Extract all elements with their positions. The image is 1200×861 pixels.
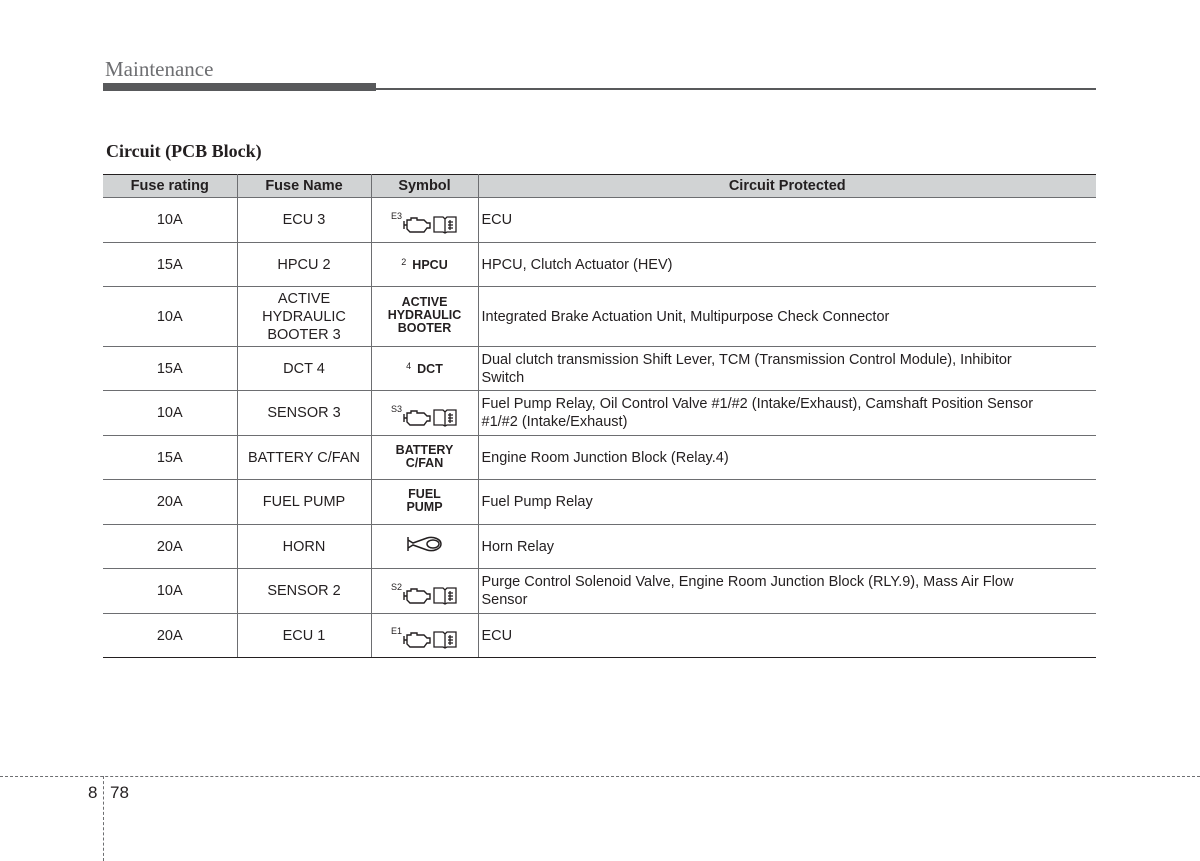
manual-book-icon: [432, 406, 458, 428]
symbol-text-line: BOOTER: [397, 321, 452, 335]
table-header-row: [103, 175, 1096, 198]
column-header-name: Fuse Name: [237, 175, 371, 198]
manual-book-icon: [432, 628, 458, 650]
fuse-name-line: ACTIVE: [277, 290, 331, 307]
symbol-label: S3: [390, 403, 402, 414]
engine-check-icon: [402, 406, 432, 428]
symbol-text: HPCU: [412, 257, 448, 272]
symbol-text-line: C/FAN: [405, 455, 444, 470]
fuse-name-line: HYDRAULIC: [262, 308, 346, 325]
fuse-name: BATTERY C/FAN: [237, 436, 371, 480]
column-header-rating: Fuse rating: [103, 175, 237, 198]
header-rule-thick: [103, 83, 376, 91]
fuse-table: [103, 174, 1096, 658]
table-row: [103, 287, 1096, 347]
fuse-rating: 15A: [103, 347, 237, 391]
circuit-line: Fuel Pump Relay, Oil Control Valve #1/#2 (Intake/Exhaust), Camshaft Position Sensor: [481, 396, 1034, 412]
column-header-circuit: Circuit Protected: [478, 175, 1096, 198]
symbol-label: E1: [390, 626, 402, 636]
circuit-line: #1/#2 (Intake/Exhaust): [481, 414, 628, 430]
fuse-name: DCT 4: [237, 347, 371, 391]
fuse-name-line: BOOTER 3: [267, 326, 341, 343]
footer-dashed-rule: [0, 776, 1200, 777]
fuse-symbol: [371, 480, 478, 525]
fuse-rating: 10A: [103, 198, 237, 243]
fuse-symbol: [371, 243, 478, 287]
engine-check-icon: [402, 628, 432, 650]
section-title: Circuit (PCB Block): [106, 141, 262, 161]
page-header-title: Maintenance: [105, 57, 214, 81]
manual-book-icon: [432, 213, 458, 235]
table-row: [103, 391, 1096, 436]
fuse-symbol: [371, 391, 478, 436]
engine-check-icon: [402, 584, 432, 606]
fuse-rating: 10A: [103, 569, 237, 614]
fuse-symbol: [371, 287, 478, 347]
fuse-name: [237, 287, 371, 347]
fuse-rating: 20A: [103, 480, 237, 525]
footer-dashed-divider: [103, 776, 104, 861]
circuit-line: Switch: [481, 369, 525, 386]
circuit-line: Sensor: [481, 592, 528, 608]
fuse-symbol: [371, 569, 478, 614]
fuse-rating: 15A: [103, 243, 237, 287]
circuit-protected: HPCU, Clutch Actuator (HEV): [478, 243, 1096, 287]
table-row: [103, 569, 1096, 614]
circuit-protected: Integrated Brake Actuation Unit, Multipurpose Check Connector: [478, 287, 1096, 347]
fuse-rating: 20A: [103, 525, 237, 569]
horn-icon: [405, 532, 445, 556]
fuse-rating: 10A: [103, 391, 237, 436]
fuse-symbol: [371, 198, 478, 243]
table-row: [103, 198, 1096, 243]
fuse-symbol: [371, 614, 478, 658]
fuse-name: HPCU 2: [237, 243, 371, 287]
symbol-label: E3: [390, 210, 402, 221]
table-row: [103, 614, 1096, 658]
manual-book-icon: [432, 584, 458, 606]
fuse-rating: 20A: [103, 614, 237, 658]
fuse-symbol: [371, 347, 478, 391]
circuit-protected: Engine Room Junction Block (Relay.4): [478, 436, 1096, 480]
circuit-protected: [478, 347, 1096, 391]
column-header-symbol: Symbol: [371, 175, 478, 198]
table-row: [103, 480, 1096, 525]
fuse-name: FUEL PUMP: [237, 480, 371, 525]
symbol-text-line: FUEL: [408, 487, 441, 501]
fuse-rating: 15A: [103, 436, 237, 480]
fuse-name: SENSOR 3: [237, 391, 371, 436]
circuit-protected: [478, 569, 1096, 614]
circuit-protected: [478, 391, 1096, 436]
symbol-superscript: 2: [401, 256, 407, 267]
symbol-text-line: PUMP: [406, 500, 443, 514]
table-row: [103, 243, 1096, 287]
circuit-protected: Horn Relay: [478, 525, 1096, 569]
table-row: [103, 436, 1096, 480]
page-number: 78: [110, 783, 129, 802]
symbol-text-line: HYDRAULIC: [387, 308, 462, 322]
engine-check-icon: [402, 213, 432, 235]
symbol-text-line: BATTERY: [395, 442, 454, 457]
symbol-text: DCT: [417, 361, 443, 376]
circuit-protected: ECU: [478, 614, 1096, 658]
fuse-name: ECU 3: [237, 198, 371, 243]
symbol-label: S2: [390, 581, 402, 592]
fuse-name: SENSOR 2: [237, 569, 371, 614]
circuit-line: Dual clutch transmission Shift Lever, TCM (Transmission Control Module), Inhibitor: [481, 351, 1012, 368]
fuse-symbol: [371, 525, 478, 569]
circuit-protected: Fuel Pump Relay: [478, 480, 1096, 525]
page-chapter-number: 8: [88, 783, 98, 802]
circuit-line: Purge Control Solenoid Valve, Engine Room Junction Block (RLY.9), Mass Air Flow: [481, 574, 1014, 590]
table-row: [103, 347, 1096, 391]
circuit-protected: ECU: [478, 198, 1096, 243]
fuse-name: ECU 1: [237, 614, 371, 658]
header-rule-thin: [376, 88, 1096, 90]
fuse-rating: 10A: [103, 287, 237, 347]
fuse-symbol: [371, 436, 478, 480]
symbol-text-line: ACTIVE: [401, 295, 448, 309]
table-row: [103, 525, 1096, 569]
symbol-superscript: 4: [406, 360, 412, 371]
fuse-name: HORN: [237, 525, 371, 569]
